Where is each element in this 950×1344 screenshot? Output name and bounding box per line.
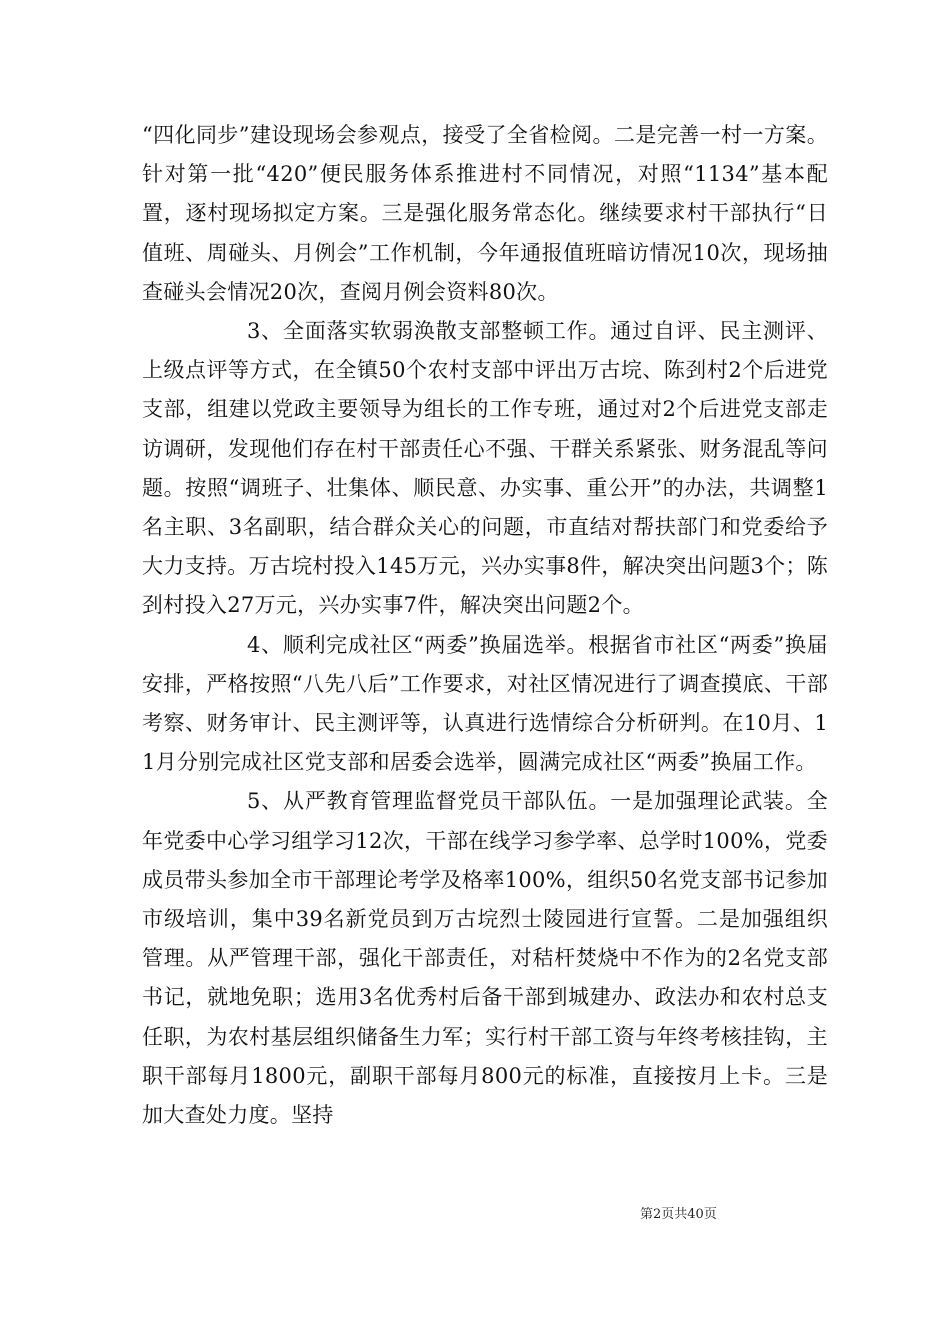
paragraph-section-5: 5、从严教育管理监督党员干部队伍。一是加强理论武装。全年党委中心学习组学习12次，干部在线学习参学率、总学时100%，党委成员带头参加全市干部理论考学及格率100%，组织50名党支部书记参加市级培训，集中39名新党员到万古垸烈士陵园进行宣誓。二是加强组织管理。从严管理干部，强化干部责任，对秸杆焚烧中不作为的2名党支部书记，就地免职；选用3名优秀村后备干部到城建办、政法办和农村总支任职，为农村基层组织储备生力军；实行村干部工资与年终考核挂钩，主职干部每月1800元，副职干部每月800元的标准，直接按月上卡。三是加大查处力度。坚持 bbox=[142, 789, 828, 1128]
paragraph-continuation: “四化同步”建设现场会参观点，接受了全省检阅。二是完善一村一方案。针对第一批“420”便民服务体系推进村不同情况，对照“1134”基本配置，逐村现场拟定方案。三是强化服务常态化。继续要求村干部执行“日值班、周碰头、月例会”工作机制，今年通报值班暗访情况10次，现场抽查碰头会情况20次，查阅月例会资料80次。 bbox=[142, 123, 828, 304]
paragraph-section-4: 4、顺利完成社区“两委”换届选举。根据省市社区“两委”换届安排，严格按照“八先八后”工作要求，对社区情况进行了调查摸底、干部考察、财务审计、民主测评等，认真进行选情综合分析研判。在10月、11月分别完成社区党支部和居委会选举，圆满完成社区“两委”换届工作。 bbox=[142, 632, 828, 775]
document-body bbox=[142, 116, 828, 1135]
page-number-footer: 第2页共40页 bbox=[640, 1207, 717, 1222]
paragraph-section-3: 3、全面落实软弱涣散支部整顿工作。通过自评、民主测评、上级点评等方式，在全镇50个农村支部中评出万古垸、陈刭村2个后进党支部，组建以党政主要领导为组长的工作专班，通过对2个后进党支部走访调研，发现他们存在村干部责任心不强、干群关系紧张、财务混乱等问题。按照“调班子、壮集体、顺民意、办实事、重公开”的办法，共调整1名主职、3名副职，结合群众关心的问题，市直结对帮扶部门和党委给予大力支持。万古垸村投入145万元，兴办实事8件，解决突出问题3个；陈刭村投入27万元，兴办实事7件，解决突出问题2个。 bbox=[142, 319, 829, 618]
